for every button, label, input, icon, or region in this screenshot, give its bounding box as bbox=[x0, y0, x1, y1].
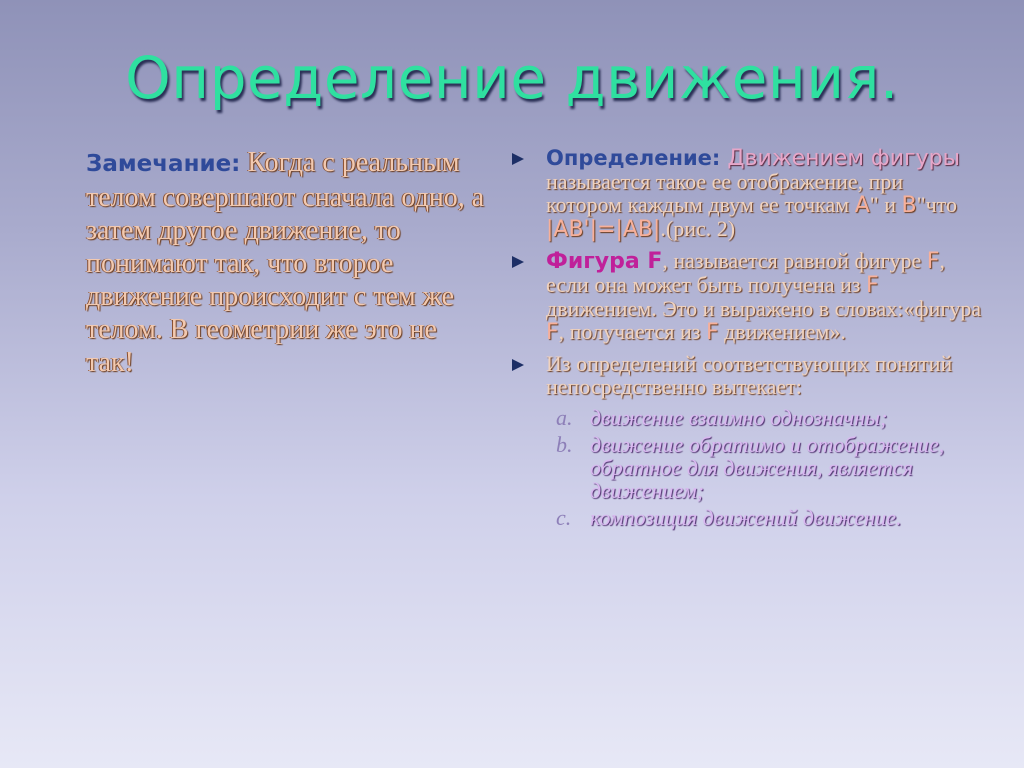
point-a: A bbox=[854, 193, 870, 218]
equal-figure-text-4: , получается из bbox=[558, 319, 706, 344]
definition-text-1: называется такое ее отображение, при котором каждым двум ее точкам bbox=[546, 169, 904, 217]
bullet-triangle-icon bbox=[512, 359, 524, 371]
bullet-triangle-icon bbox=[512, 256, 524, 268]
definition-text-4: .(рис. 2) bbox=[660, 216, 736, 241]
list-item-text: движение обратимо и отображение, обратное для движения, является движением; bbox=[590, 432, 945, 503]
list-item bbox=[556, 433, 982, 502]
equal-figure-text-1: , называется равной фигуре bbox=[662, 248, 927, 273]
figure-f-5: F bbox=[705, 320, 719, 345]
figure-f-4: F bbox=[546, 320, 559, 345]
figure-f-2: F bbox=[926, 249, 940, 274]
slide-title: Определение движения. bbox=[125, 44, 899, 112]
figure-f-1: F bbox=[647, 249, 663, 274]
distance-formula: |AB'|=|AB| bbox=[546, 217, 661, 242]
list-item-label: b. bbox=[556, 432, 573, 457]
definitions-column bbox=[512, 146, 982, 533]
figure-label: Фигура bbox=[546, 249, 648, 274]
list-item bbox=[556, 506, 982, 529]
definition-label: Определение: bbox=[546, 146, 721, 170]
bullet-consequences bbox=[512, 352, 982, 398]
equal-figure-text-2: , если она может быть получена из bbox=[546, 248, 945, 297]
remark-block bbox=[86, 146, 486, 379]
consequences-list bbox=[556, 406, 982, 529]
remark-text: Когда с реальным телом совершают сначала одно, а затем другое движение, то понимают так, что второе движение происходит с тем же телом. В геометрии же это не так! bbox=[86, 147, 485, 378]
bullet-definition bbox=[512, 146, 982, 241]
consequences-text: Из определений соответствующих понятий непосредственно вытекает: bbox=[546, 351, 953, 399]
list-item-label: a. bbox=[556, 405, 573, 430]
equal-figure-text-5: движением». bbox=[718, 319, 846, 344]
bullet-equal-figure bbox=[512, 249, 982, 344]
list-item-text: движение взаимно однозначны; bbox=[590, 405, 888, 430]
list-item-text: композиция движений движение. bbox=[590, 505, 902, 530]
remark-label: Замечание: bbox=[86, 151, 241, 177]
list-item-label: c. bbox=[556, 505, 572, 530]
list-item bbox=[556, 406, 982, 429]
definition-text-2: " и bbox=[869, 192, 902, 217]
definition-term: Движением фигуры bbox=[720, 146, 960, 171]
point-b: B bbox=[901, 193, 917, 218]
figure-f-3: F bbox=[865, 273, 879, 298]
definition-text-3: "что bbox=[916, 192, 957, 217]
equal-figure-text-3: движением. Это и выражено в словах:«фигура bbox=[546, 296, 982, 321]
bullet-triangle-icon bbox=[512, 153, 524, 165]
